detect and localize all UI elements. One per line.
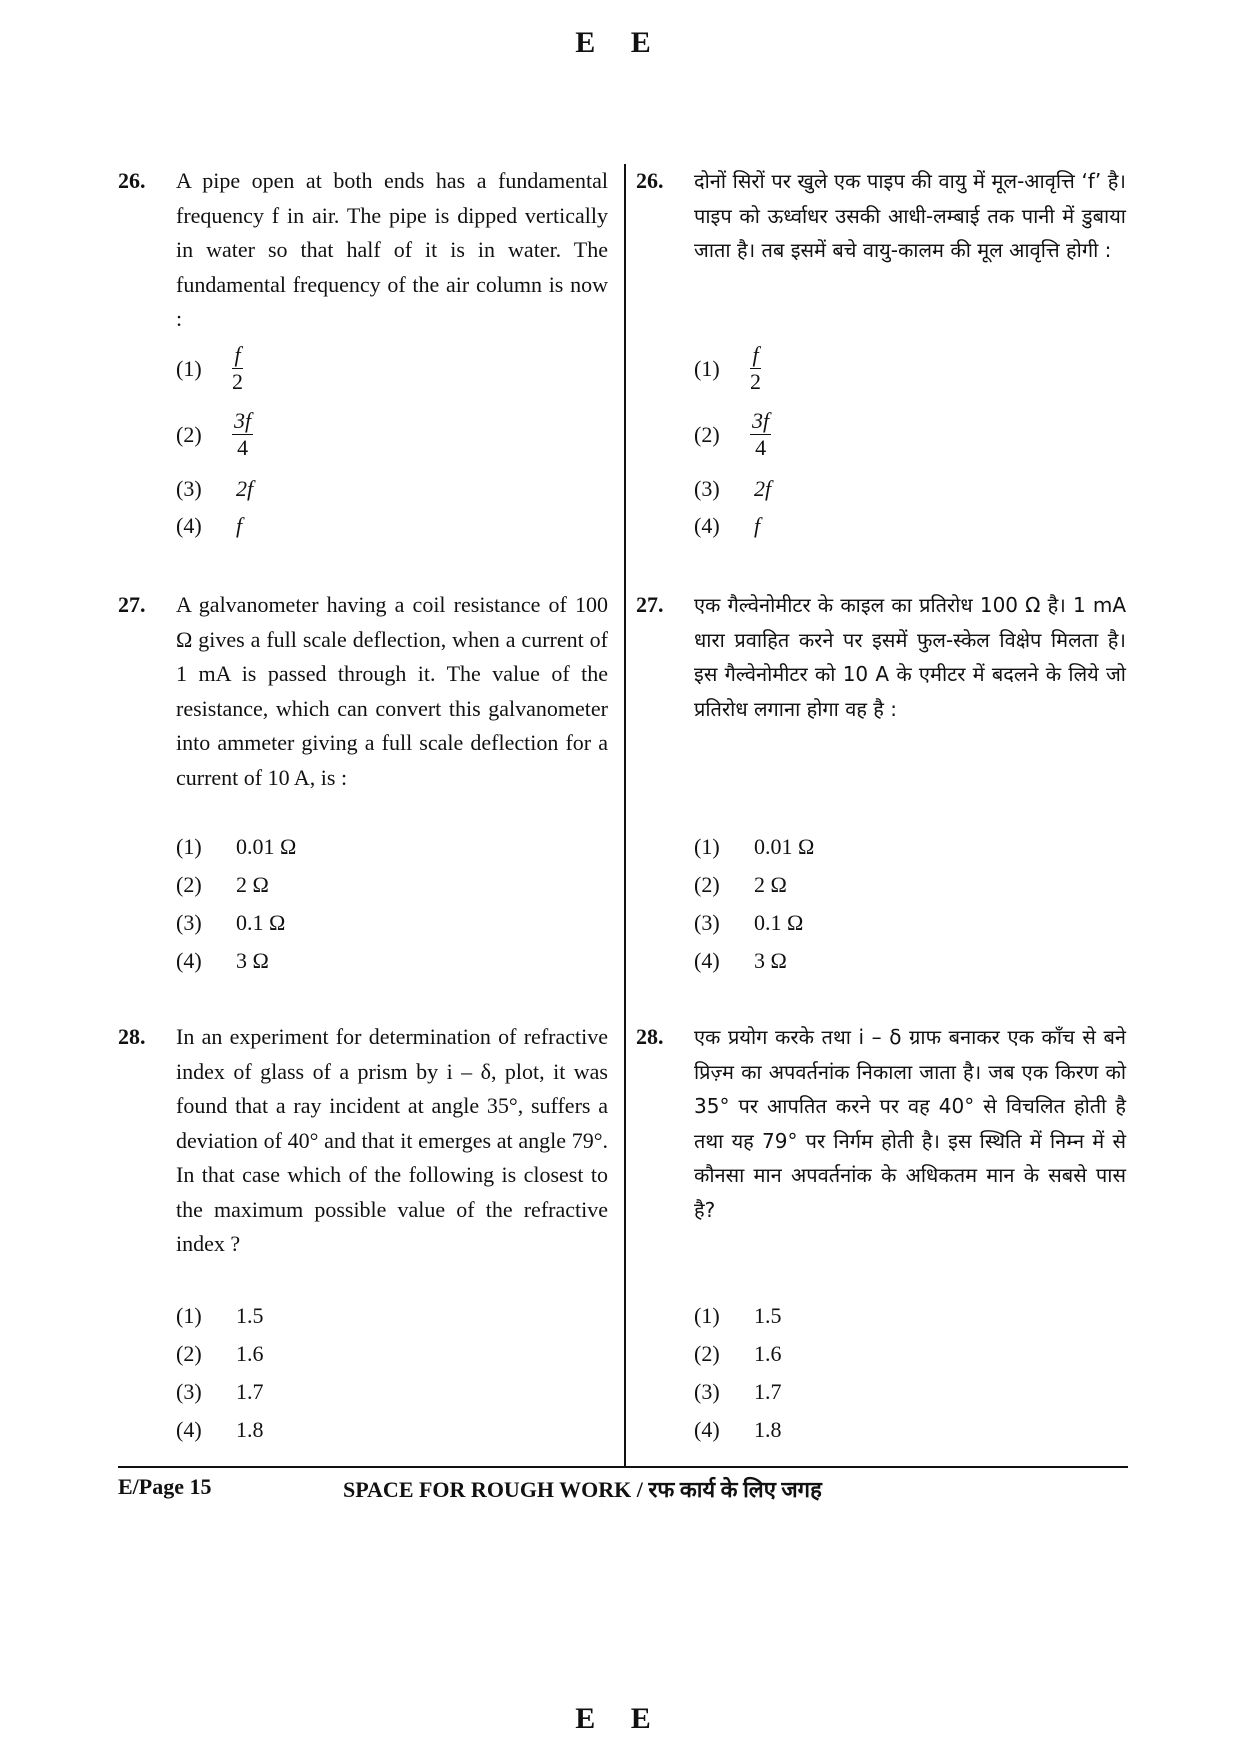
column-divider bbox=[624, 164, 626, 1466]
question-number: 27. bbox=[636, 592, 664, 617]
question-number: 28. bbox=[636, 1024, 664, 1049]
question-number: 27. bbox=[118, 592, 146, 617]
footer-rule bbox=[118, 1466, 1128, 1468]
fraction: $\frac{3f}{4}$ bbox=[234, 408, 252, 460]
fraction: $\frac{3f}{4}$ bbox=[752, 408, 770, 460]
paper-code-top: E E bbox=[575, 26, 665, 59]
fraction: $\frac{f}{2}$ bbox=[232, 342, 243, 394]
question-text: एक प्रयोग करके तथा i – δ ग्राफ बनाकर एक काँच से बने प्रिज़्म का अपवर्तनांक निकाला जाता है। जब एक किरण को 35° पर आपतित करने पर वह 40° से विचलित होती है तथा यह 79° पर निर्गम होती है। इस स्थिति में निम्न में से कौनसा मान अपवर्तनांक के अधिकतम मान के सबसे पास है? bbox=[694, 1025, 1126, 1222]
question-text: A pipe open at both ends has a fundamental frequency f in air. The pipe is dipped vertically in water so that half of it is in water. The fundamental frequency of the air column is now : bbox=[176, 168, 608, 331]
question-number: 26. bbox=[118, 168, 146, 193]
rough-work-label: SPACE FOR ROUGH WORK / रफ कार्य के लिए जगह bbox=[343, 1477, 822, 1502]
question-number: 28. bbox=[118, 1024, 146, 1049]
question-text: एक गैल्वेनोमीटर के काइल का प्रतिरोध 100 Ω है। 1 mA धारा प्रवाहित करने पर इसमें फुल-स्केल विक्षेप मिलता है। इस गैल्वेनोमीटर को 10 A के एमीटर में बदलने के लिये जो प्रतिरोध लगाना होगा वह है : bbox=[694, 593, 1126, 721]
question-text: A galvanometer having a coil resistance of 100 Ω gives a full scale deflection, when a current of 1 mA is passed through it. The value of the resistance, which can convert this galvanometer into ammeter giving a full scale deflection for a current of 10 A, is : bbox=[176, 592, 608, 790]
page-number: E/Page 15 bbox=[118, 1474, 212, 1499]
question-text: दोनों सिरों पर खुले एक पाइप की वायु में मूल-आवृत्ति ‘f’ है। पाइप को ऊर्ध्वाधर उसकी आधी-लम्बाई तक पानी में डुबाया जाता है। तब इसमें बचे वायु-कालम की मूल आवृत्ति होगी : bbox=[694, 169, 1126, 262]
question-text: In an experiment for determination of refractive index of glass of a prism by i – δ, plot, it was found that a ray incident at angle 35°, suffers a deviation of 40° and that it emerges at angle 79°. In that case which of the following is closest to the maximum possible value of the refractive index ? bbox=[176, 1024, 608, 1256]
fraction: $\frac{f}{2}$ bbox=[750, 342, 761, 394]
paper-code-bottom: E E bbox=[575, 1702, 665, 1735]
question-number: 26. bbox=[636, 168, 664, 193]
